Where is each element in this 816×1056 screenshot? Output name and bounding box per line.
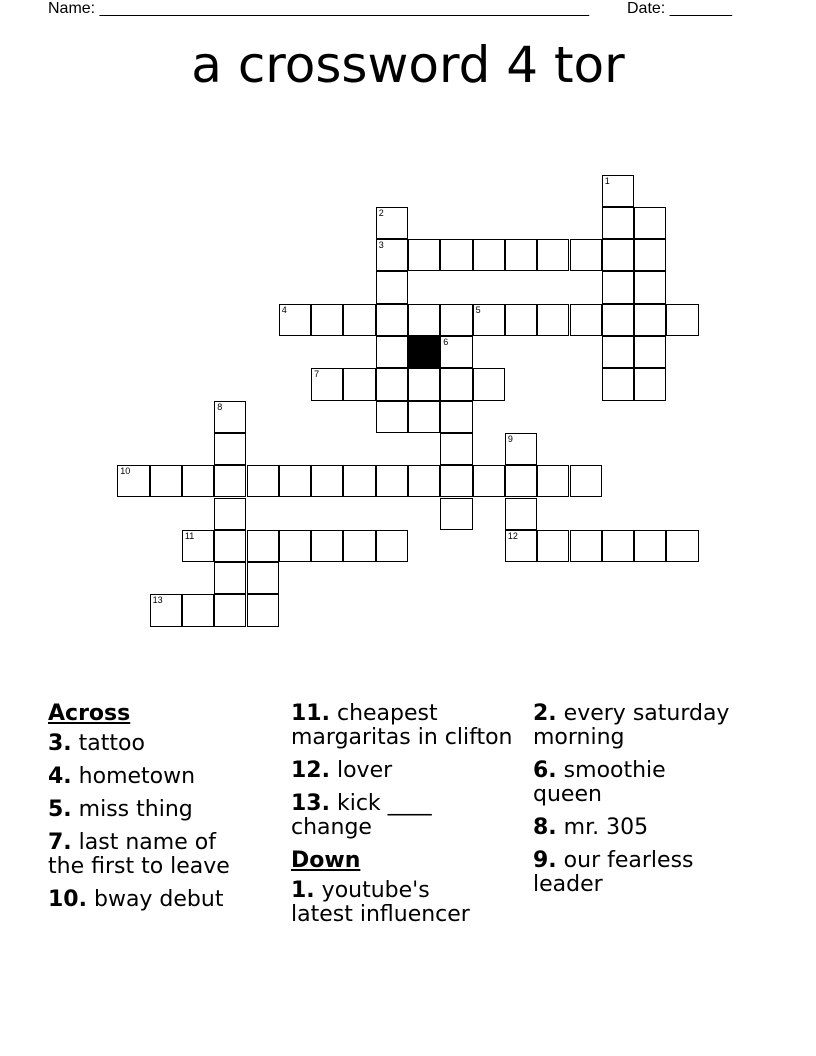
grid-cell[interactable] [408,239,440,271]
grid-cell[interactable] [602,336,634,368]
grid-cell[interactable] [182,594,214,626]
grid-cell[interactable] [634,336,666,368]
grid-cell[interactable] [247,562,279,594]
grid-cell[interactable] [279,530,311,562]
grid-cell[interactable] [473,368,505,400]
clue-number: 6 [443,337,449,347]
grid-cell[interactable] [570,465,602,497]
grid-cell[interactable] [376,401,408,433]
clue-number: 9 [507,433,513,444]
grid-cell[interactable] [440,433,472,465]
grid-cell[interactable] [376,368,408,400]
grid-cell[interactable] [634,239,666,271]
grid-cell[interactable] [505,530,537,562]
grid-cell[interactable] [602,304,634,336]
name-field-label: Name: _______________________________________________________ [48,0,589,17]
grid-cell[interactable] [311,368,343,400]
grid-cell[interactable] [602,271,634,303]
clue-column-3 [533,702,773,906]
puzzle-title: a crossword 4 tor [191,36,625,94]
grid-cell[interactable] [376,304,408,336]
grid-cell[interactable] [634,530,666,562]
grid-cell[interactable] [570,530,602,562]
clue-across-13: 13. kick ____ change [291,791,432,840]
grid-cell[interactable] [473,465,505,497]
grid-cell[interactable] [666,304,698,336]
grid-cell[interactable] [376,271,408,303]
grid-cell[interactable] [537,239,569,271]
grid-cell[interactable] [537,530,569,562]
grid-cell[interactable] [634,368,666,400]
grid-cell[interactable] [440,368,472,400]
grid-cell[interactable] [343,530,375,562]
grid-cell[interactable] [473,239,505,271]
grid-cell[interactable] [570,239,602,271]
grid-cell[interactable] [634,304,666,336]
grid-cell[interactable] [214,401,246,433]
clue-number: 5 [475,304,481,315]
grid-cell[interactable] [505,465,537,497]
grid-cell[interactable] [634,207,666,239]
grid-cell[interactable] [537,304,569,336]
grid-cell[interactable] [343,304,375,336]
clue-number: 1 [604,175,610,186]
grid-cell[interactable] [343,368,375,400]
grid-cell[interactable] [376,336,408,368]
grid-cell[interactable] [440,401,472,433]
grid-cell[interactable] [150,594,182,626]
clue-across-12: 12. lover [291,758,393,783]
clue-number: 13 [152,595,163,606]
grid-cell[interactable] [440,498,472,530]
clue-number: 10 [120,466,131,477]
grid-cell[interactable] [311,465,343,497]
grid-cell[interactable] [311,530,343,562]
grid-cell[interactable] [408,368,440,400]
grid-cell[interactable] [602,530,634,562]
grid-cell[interactable] [279,304,311,336]
grid-cell[interactable] [279,465,311,497]
grid-cell[interactable] [214,530,246,562]
black-square [408,336,440,368]
clue-number: 12 [507,530,518,541]
grid-cell[interactable] [602,207,634,239]
grid-cell[interactable] [247,530,279,562]
grid-cell[interactable] [117,465,149,497]
grid-cell[interactable] [376,530,408,562]
grid-cell[interactable] [440,304,472,336]
grid-cell[interactable] [408,401,440,433]
clue-across-3: 3. tattoo [48,731,145,756]
clue-number: 7 [314,369,320,380]
grid-cell[interactable] [570,304,602,336]
date-field-label: Date: _______ [627,0,732,17]
grid-cell[interactable] [505,304,537,336]
grid-cell[interactable] [182,465,214,497]
grid-cell[interactable] [376,465,408,497]
clue-across-11: 11. cheapest margaritas in clifton [291,701,513,750]
grid-cell[interactable] [473,304,505,336]
grid-cell[interactable] [214,433,246,465]
grid-cell[interactable] [150,465,182,497]
grid-cell[interactable] [634,271,666,303]
grid-cell[interactable] [247,465,279,497]
grid-cell[interactable] [376,207,408,239]
grid-cell[interactable] [666,530,698,562]
grid-cell[interactable] [505,433,537,465]
grid-cell[interactable] [214,594,246,626]
clue-across-10: 10. bway debut [48,887,224,912]
grid-cell[interactable] [440,336,472,368]
clue-across-7: 7. last name of the first to leave [48,830,230,879]
grid-cell[interactable] [343,465,375,497]
down-heading: Down [291,848,361,873]
grid-cell[interactable] [182,530,214,562]
grid-cell[interactable] [376,239,408,271]
clue-number: 8 [217,401,223,412]
clue-column-1 [48,702,278,921]
clue-column-2 [291,702,531,936]
grid-cell[interactable] [505,498,537,530]
grid-cell[interactable] [505,239,537,271]
clue-down-2: 2. every saturday morning [533,701,730,750]
grid-cell[interactable] [214,465,246,497]
clue-number: 2 [378,207,384,218]
grid-cell[interactable] [602,368,634,400]
grid-cell[interactable] [311,304,343,336]
clue-down-1: 1. youtube's latest influencer [291,878,470,927]
grid-cell[interactable] [440,465,472,497]
clue-number: 4 [281,304,287,315]
clue-down-9: 9. our fearless leader [533,848,694,897]
grid-cell[interactable] [408,304,440,336]
clue-down-8: 8. mr. 305 [533,815,649,840]
grid-cell[interactable] [602,175,634,207]
grid-cell[interactable] [440,239,472,271]
clue-number: 3 [378,240,384,251]
grid-cell[interactable] [602,239,634,271]
grid-cell[interactable] [214,562,246,594]
clue-number: 11 [184,530,195,541]
grid-cell[interactable] [247,594,279,626]
grid-cell[interactable] [214,498,246,530]
clue-across-5: 5. miss thing [48,797,193,822]
clue-across-4: 4. hometown [48,764,196,789]
across-heading: Across [48,701,131,726]
grid-cell[interactable] [408,465,440,497]
grid-cell[interactable] [537,465,569,497]
clue-down-6: 6. smoothie queen [533,758,666,807]
